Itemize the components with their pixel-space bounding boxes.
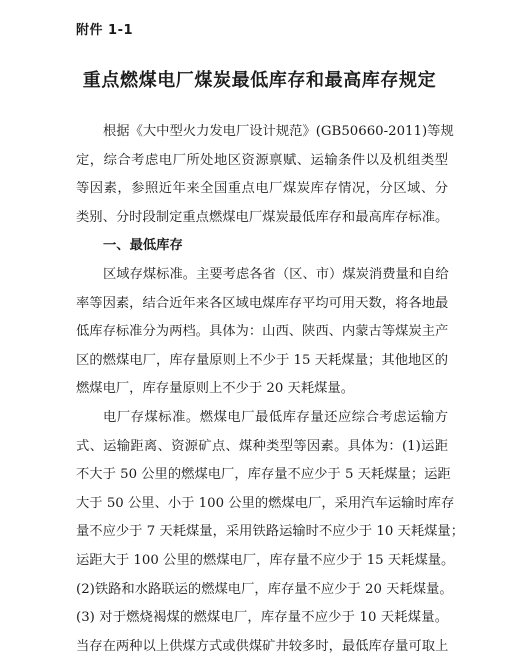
paragraph-line: 低库存标准分为两档。具体为：山西、陕西、内蒙古等煤炭主产 bbox=[76, 324, 449, 340]
paragraph-line: 电厂存煤标准。燃煤电厂最低库存量还应综合考虑运输方 bbox=[103, 409, 448, 425]
paragraph-line: 当存在两种以上供煤方式或供煤矿井较多时，最低库存量可取上 bbox=[76, 638, 449, 654]
document-title: 重点燃煤电厂煤炭最低库存和最高库存规定 bbox=[82, 70, 437, 91]
paragraph-line: 定，综合考虑电厂所处地区资源禀赋、运输条件以及机组类型 bbox=[76, 152, 448, 168]
paragraph-line: 区域存煤标准。主要考虑各省（区、市）煤炭消费量和自给 bbox=[103, 266, 449, 282]
paragraph-line: 不大于 50 公里的燃煤电厂，库存量不应少于 5 天耗煤量；运距 bbox=[76, 467, 451, 483]
paragraph-line: (3) 对于燃烧褐煤的燃煤电厂，库存量不应少于 10 天耗煤量。 bbox=[76, 610, 448, 626]
paragraph-line: 式、运输距离、资源矿点、煤种类型等因素。具体为：(1)运距 bbox=[76, 438, 448, 454]
paragraph-line: 根据《大中型火力发电厂设计规范》(GB50660-2011)等规 bbox=[103, 124, 454, 139]
attachment-label: 附件 1-1 bbox=[76, 23, 134, 38]
paragraph-line: 等因素，参照近年来全国重点电厂煤炭库存情况，分区域、分 bbox=[76, 181, 448, 197]
document-body bbox=[76, 118, 465, 661]
paragraph-line: 运距大于 100 公里的燃煤电厂，库存量不应少于 15 天耗煤量。 bbox=[76, 552, 455, 568]
paragraph-line: 区的燃煤电厂，库存量原则上不少于 15 天耗煤量；其他地区的 bbox=[76, 352, 448, 368]
paragraph-line: 量不应少于 7 天耗煤量，采用铁路运输时不应少于 10 天耗煤量； bbox=[76, 524, 465, 540]
paragraph-line: (2)铁路和水路联运的燃煤电厂，库存量不应少于 20 天耗煤量。 bbox=[76, 581, 453, 597]
paragraph-line: 大于 50 公里、小于 100 公里的燃煤电厂，采用汽车运输时库存 bbox=[76, 495, 455, 511]
paragraph-line: 燃煤电厂，库存量原则上不少于 20 天耗煤量。 bbox=[76, 381, 355, 397]
section-heading: 一、最低库存 bbox=[103, 238, 183, 254]
paragraph-line: 类别、分时段制定重点燃煤电厂煤炭最低库存和最高库存标准。 bbox=[76, 209, 449, 225]
paragraph-line: 率等因素，结合近年来各区域电煤库存平均可用天数，将各地最 bbox=[76, 295, 449, 311]
